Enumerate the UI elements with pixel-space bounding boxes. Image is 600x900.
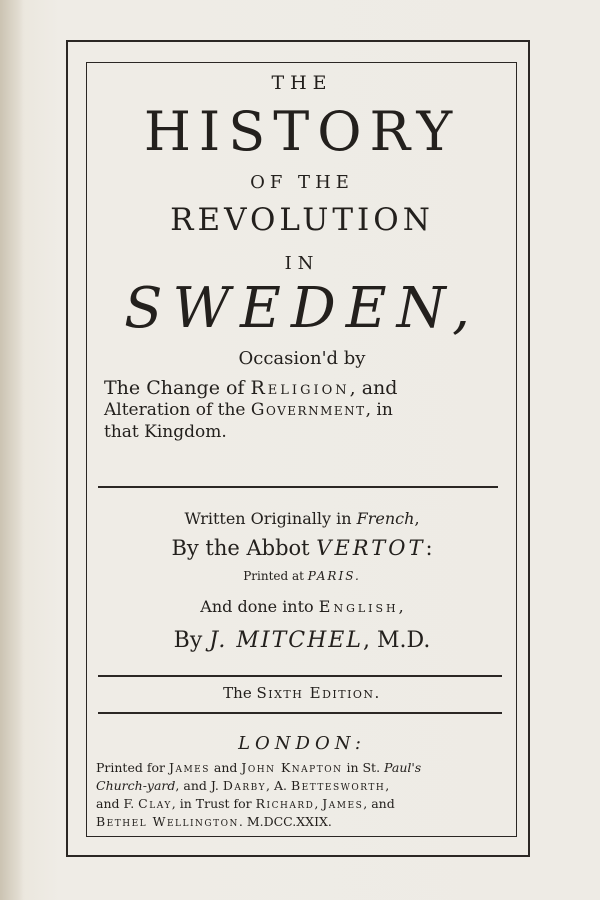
- imprint-r1-d: John Knapton: [241, 760, 343, 775]
- divider-rule-2: [98, 675, 502, 677]
- edition-line: [92, 684, 512, 702]
- imprint-row-3: [96, 795, 512, 813]
- author-line: [92, 536, 512, 560]
- translation-suffix: ,: [398, 597, 404, 616]
- imprint-r2-d: , A.: [266, 778, 291, 793]
- imprint-r3-c: , in Trust for: [171, 796, 256, 811]
- imprint-row-1: [96, 759, 512, 777]
- imprint-r1-e: in St.: [342, 760, 385, 775]
- translation-language: English: [318, 597, 399, 616]
- title-sweden: SWEDEN,: [124, 276, 480, 341]
- title-revolution: REVOLUTION: [170, 202, 434, 238]
- translator-name: J. MITCHEL: [209, 628, 363, 653]
- imprint-r2-c: Darby: [222, 778, 267, 793]
- imprint-r3-d: Richard: [255, 796, 315, 811]
- subtitle-alteration-prefix: Alteration of the: [104, 400, 251, 420]
- imprint-r3-g: , and: [363, 796, 395, 811]
- title-in: IN: [284, 253, 320, 274]
- imprint-r1-c: and: [209, 760, 242, 775]
- subtitle-alteration-suffix: , in: [365, 400, 393, 420]
- subtitle-change-prefix: The Change of: [104, 377, 251, 399]
- imprint-r3-b: Clay: [138, 796, 172, 811]
- subtitle-line-3: that Kingdom.: [104, 422, 227, 442]
- printed-place: PARIS.: [307, 569, 361, 583]
- author-suffix: :: [425, 536, 433, 560]
- subtitle-government: Government: [250, 400, 366, 420]
- printed-at-line: [92, 569, 512, 583]
- translator-prefix: By: [173, 628, 210, 653]
- title-the: THE: [271, 72, 333, 94]
- subtitle-line-2: [104, 399, 512, 421]
- imprint-r2-e: Bettesworth: [290, 778, 386, 793]
- title-of-the: OF THE: [250, 172, 354, 193]
- imprint-r4-b: . M.DCC.XXIX.: [238, 814, 332, 829]
- written-prefix: Written Originally in: [184, 509, 357, 528]
- printed-prefix: Printed at: [243, 569, 308, 583]
- edition-the: The: [223, 684, 257, 702]
- imprint-r3-a: and F.: [96, 796, 139, 811]
- translation-prefix: And done into: [200, 597, 319, 616]
- title-page-content: [92, 62, 512, 837]
- translation-line: [92, 597, 512, 616]
- translator-suffix: , M.D.: [362, 628, 431, 653]
- imprint-r1-f: Paul's: [384, 760, 422, 775]
- book-spine-shadow: [0, 0, 24, 900]
- subtitle-line-1: [104, 377, 512, 399]
- written-suffix: ,: [414, 509, 420, 528]
- imprint-r2-a: Church-yard: [96, 778, 176, 793]
- written-language: French: [356, 509, 415, 528]
- imprint-r2-f: ,: [385, 778, 390, 793]
- title-history: HISTORY: [143, 100, 461, 163]
- subtitle-change-suffix: , and: [349, 377, 398, 399]
- imprint-r4-a: Bethel Wellington: [96, 814, 239, 829]
- author-name: VERTOT: [316, 536, 426, 560]
- edition-sixth: Sixth Edition.: [256, 684, 381, 702]
- imprint-city: LONDON:: [238, 733, 366, 754]
- author-prefix: By the Abbot: [171, 536, 317, 560]
- subtitle-paragraph: [104, 377, 512, 443]
- imprint-r3-f: James: [322, 796, 364, 811]
- imprint-r2-b: , and J.: [175, 778, 223, 793]
- imprint-r1-b: James: [168, 760, 210, 775]
- imprint-block: [96, 759, 512, 831]
- divider-rule-1: [98, 486, 498, 488]
- translator-line: [92, 628, 512, 653]
- written-originally-line: [92, 509, 512, 528]
- imprint-r3-e: ,: [314, 796, 323, 811]
- imprint-r1-a: Printed for: [96, 760, 169, 775]
- subtitle-religion: Religion: [250, 377, 350, 399]
- divider-rule-3: [98, 712, 502, 714]
- imprint-row-4: [96, 813, 512, 831]
- title-occasioned: Occasion'd by: [238, 348, 366, 369]
- imprint-row-2: [96, 777, 512, 795]
